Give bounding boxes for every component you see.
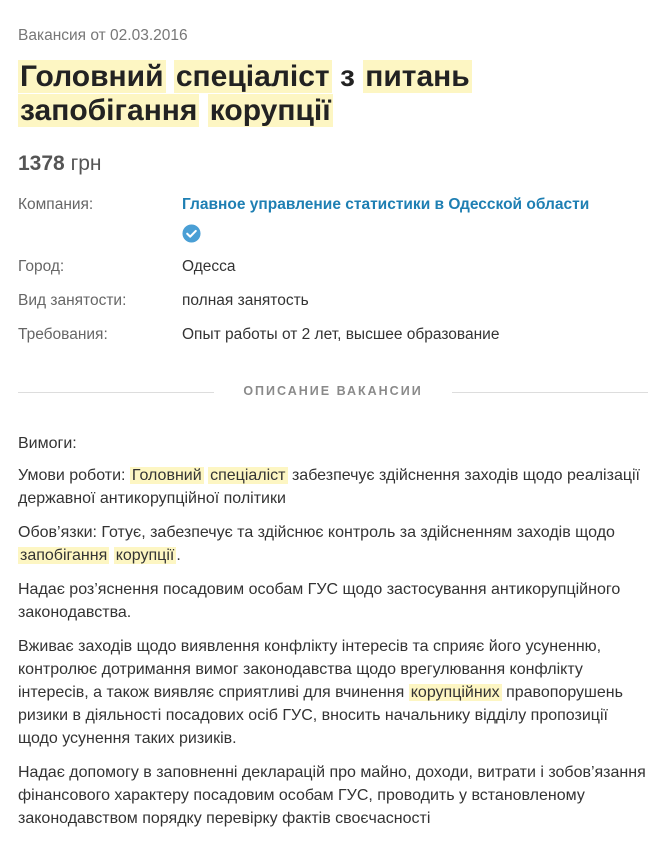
title-highlight: спеціаліст [175, 60, 330, 93]
title-highlight: Головний [20, 60, 164, 93]
city-label: Город: [18, 258, 65, 275]
salary-currency: грн [70, 152, 102, 175]
paragraph-text: Умови роботи: [18, 467, 130, 484]
paragraph-text: забезпечує здійснення заходів щодо реалізації державної антикорупційної політики [18, 467, 640, 507]
text-highlight: спеціаліст [210, 467, 286, 484]
title-text: з [331, 60, 364, 93]
paragraph-text: Обов’язки: Готує, забезпечує та здійснює контроль за здійсненням заходів щодо [18, 524, 615, 541]
description-divider [18, 382, 648, 402]
title-highlight: запобігання [20, 94, 198, 127]
text-highlight: запобігання [20, 547, 108, 564]
vacancy-title [18, 60, 638, 128]
title-highlight: корупції [209, 94, 331, 127]
description-paragraph [18, 635, 646, 750]
verified-check-icon [182, 224, 201, 243]
text-highlight: Головний [131, 467, 202, 484]
salary-amount: 1378 [18, 152, 65, 175]
city-value: Одесса [182, 258, 236, 275]
description-paragraph [18, 464, 646, 510]
description-paragraph: Вимоги: [18, 435, 77, 452]
vacancy-description [18, 432, 646, 841]
company-link[interactable]: Главное управление статистики в Одесской области [182, 196, 590, 213]
employment-label: Вид занятости: [18, 292, 127, 309]
requirements-value: Опыт работы от 2 лет, высшее образование [182, 326, 500, 343]
text-highlight: корупційних [410, 684, 500, 701]
description-paragraph [18, 521, 646, 567]
paragraph-text: . [176, 547, 181, 564]
paragraph-text: Вживає заходів щодо виявлення конфлікту інтересів та сприяє його усуненню, контролює дотримання вимог законодавства щодо врегулювання конфлікту інтересів, а також виявляє сприятливі для вчинення [18, 638, 602, 701]
title-highlight: питань [365, 60, 470, 93]
employment-value: полная занятость [182, 292, 309, 309]
divider-line [452, 392, 648, 393]
description-paragraph: Надає роз’яснення посадовим особам ГУС щодо застосування антикорупційного законодавства. [18, 581, 621, 621]
text-highlight: корупції [115, 547, 175, 564]
description-heading: ОПИСАНИЕ ВАКАНСИИ [243, 384, 423, 398]
paragraph-text: правопорушень ризики в діяльності посадових осіб ГУС, вносить начальнику відділу пропозиції щодо усунення таких ризиків. [18, 684, 623, 747]
company-label: Компания: [18, 196, 94, 213]
salary [18, 152, 102, 176]
description-paragraph: Надає допомогу в заповненні декларацій про майно, доходи, витрати і зобов’язання фінансового характеру посадовим особам ГУС, проводить у встановленому законодавством порядку перевірку фактів своєчасності [18, 764, 646, 827]
requirements-label: Требования: [18, 326, 108, 343]
vacancy-date: Вакансия от 02.03.2016 [18, 27, 188, 44]
